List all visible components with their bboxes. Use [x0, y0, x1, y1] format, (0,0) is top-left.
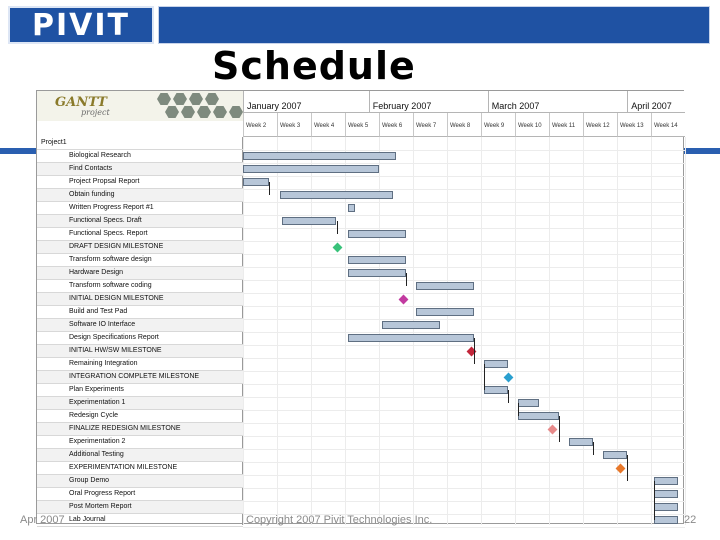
task-row[interactable]: INTEGRATION COMPLETE MILESTONE — [37, 371, 243, 384]
task-row[interactable]: Obtain funding — [37, 189, 243, 202]
gantt-logo-text: GANTT — [55, 95, 107, 110]
timeline-month: March 2007 — [488, 91, 627, 113]
task-row[interactable]: Post Mortem Report — [37, 501, 243, 514]
grid-vline — [447, 137, 448, 525]
top-bar — [0, 0, 720, 48]
task-bar[interactable] — [518, 412, 559, 420]
task-row[interactable]: Written Progress Report #1 — [37, 202, 243, 215]
task-bar[interactable] — [654, 477, 678, 485]
task-row[interactable]: Redesign Cycle — [37, 410, 243, 423]
task-row[interactable]: Lab Journal — [37, 514, 243, 527]
timeline-week: Week 14 — [651, 113, 685, 137]
grid-hline — [243, 384, 685, 385]
grid-hline — [243, 501, 685, 502]
timeline-month: February 2007 — [369, 91, 488, 113]
footer-date: Apr 2007 — [20, 514, 65, 526]
grid-vline — [413, 137, 414, 525]
task-bar[interactable] — [484, 386, 508, 394]
grid-vline — [515, 137, 516, 525]
hex-decoration — [181, 106, 195, 118]
footer-copyright: Copyright 2007 Pivit Technologies Inc. — [246, 514, 433, 526]
task-row[interactable]: Design Specifications Report — [37, 332, 243, 345]
task-row[interactable]: Functional Specs. Draft — [37, 215, 243, 228]
dependency-line — [593, 442, 594, 455]
dependency-line — [559, 416, 560, 442]
task-row[interactable]: Plan Experiments — [37, 384, 243, 397]
grid-vline — [583, 137, 584, 525]
timeline-week: Week 10 — [515, 113, 549, 137]
task-row[interactable]: INITIAL DESIGN MILESTONE — [37, 293, 243, 306]
gantt-logo-sub: project — [81, 108, 110, 117]
footer-page-number: 22 — [684, 514, 697, 526]
grid-hline — [243, 423, 685, 424]
grid-hline — [243, 306, 685, 307]
grid-vline — [685, 137, 686, 525]
task-bar[interactable] — [243, 178, 269, 186]
grid-vline — [549, 137, 550, 525]
grid-vline — [481, 137, 482, 525]
grid-vline — [277, 137, 278, 525]
grid-hline — [243, 475, 685, 476]
grid-hline — [243, 397, 685, 398]
task-row[interactable]: Project Propsal Report — [37, 176, 243, 189]
timeline-week: Week 9 — [481, 113, 515, 137]
task-row[interactable]: FINALIZE REDESIGN MILESTONE — [37, 423, 243, 436]
timeline-week: Week 2 — [243, 113, 277, 137]
page-title: Schedule — [212, 44, 416, 88]
task-bar[interactable] — [416, 282, 474, 290]
timeline-header — [243, 91, 685, 137]
dependency-line — [654, 481, 655, 494]
grid-hline — [243, 150, 685, 151]
timeline-week: Week 12 — [583, 113, 617, 137]
hex-decoration — [173, 93, 187, 105]
milestone-diamond[interactable] — [398, 295, 408, 305]
grid-vline — [243, 137, 244, 525]
dependency-line — [269, 182, 270, 195]
grid-hline — [243, 189, 685, 190]
hex-decoration — [197, 106, 211, 118]
gantt-chart-area — [243, 137, 685, 525]
grid-hline — [243, 449, 685, 450]
dependency-line — [627, 455, 628, 481]
grid-vline — [651, 137, 652, 525]
task-bar[interactable] — [654, 516, 678, 524]
grid-hline — [243, 241, 685, 242]
pivit-logo — [8, 6, 154, 44]
task-bar[interactable] — [416, 308, 474, 316]
grid-hline — [243, 254, 685, 255]
hex-decoration — [189, 93, 203, 105]
task-row[interactable]: Biological Research — [37, 150, 243, 163]
task-bar[interactable] — [348, 269, 406, 277]
dependency-line — [337, 221, 338, 234]
hex-decoration — [205, 93, 219, 105]
task-bar[interactable] — [484, 360, 508, 368]
task-row[interactable]: Build and Test Pad — [37, 306, 243, 319]
task-bar[interactable] — [348, 334, 474, 342]
task-bar[interactable] — [569, 438, 593, 446]
task-bar[interactable] — [348, 230, 406, 238]
timeline-week: Week 6 — [379, 113, 413, 137]
task-bar[interactable] — [518, 399, 538, 407]
grid-hline — [243, 358, 685, 359]
timeline-month: January 2007 — [243, 91, 369, 113]
milestone-diamond[interactable] — [332, 243, 342, 253]
grid-hline — [243, 332, 685, 333]
timeline-week: Week 7 — [413, 113, 447, 137]
task-row[interactable]: Oral Progress Report — [37, 488, 243, 501]
task-bar[interactable] — [348, 256, 406, 264]
grid-hline — [243, 371, 685, 372]
grid-hline — [243, 202, 685, 203]
task-row[interactable]: Experimentation 2 — [37, 436, 243, 449]
grid-hline — [243, 410, 685, 411]
dependency-line — [654, 494, 655, 507]
task-row[interactable]: Transform software design — [37, 254, 243, 267]
hex-decoration — [229, 106, 243, 118]
gantt-chart-window — [36, 90, 684, 524]
task-row[interactable]: Remaining Integration — [37, 358, 243, 371]
grid-hline — [243, 293, 685, 294]
task-row[interactable]: Hardware Design — [37, 267, 243, 280]
task-row[interactable]: Group Demo — [37, 475, 243, 488]
header-banner — [158, 6, 710, 44]
ganttproject-logo — [37, 91, 243, 121]
task-row[interactable]: Functional Specs. Report — [37, 228, 243, 241]
task-row[interactable]: Experimentation 1 — [37, 397, 243, 410]
task-list — [37, 137, 243, 525]
task-row[interactable]: DRAFT DESIGN MILESTONE — [37, 241, 243, 254]
timeline-week: Week 4 — [311, 113, 345, 137]
timeline-month: April 2007 — [627, 91, 685, 113]
task-bar[interactable] — [348, 204, 355, 212]
task-bar[interactable] — [243, 152, 396, 160]
task-row[interactable]: EXPERIMENTATION MILESTONE — [37, 462, 243, 475]
timeline-week: Week 3 — [277, 113, 311, 137]
grid-hline — [243, 319, 685, 320]
grid-hline — [243, 280, 685, 281]
timeline-week: Week 11 — [549, 113, 583, 137]
milestone-diamond[interactable] — [504, 373, 514, 383]
grid-hline — [243, 527, 685, 528]
task-bar[interactable] — [382, 321, 440, 329]
task-bar[interactable] — [654, 490, 678, 498]
hex-decoration — [213, 106, 227, 118]
task-bar[interactable] — [603, 451, 627, 459]
timeline-week: Week 13 — [617, 113, 651, 137]
dependency-line — [484, 364, 485, 390]
hex-decoration — [165, 106, 179, 118]
grid-hline — [243, 163, 685, 164]
project-row[interactable]: Project1 — [37, 137, 243, 150]
dependency-line — [518, 403, 519, 416]
dependency-line — [474, 338, 475, 364]
grid-hline — [243, 176, 685, 177]
timeline-week: Week 5 — [345, 113, 379, 137]
grid-hline — [243, 345, 685, 346]
dependency-line — [508, 390, 509, 403]
grid-hline — [243, 488, 685, 489]
timeline-week: Week 8 — [447, 113, 481, 137]
dependency-line — [406, 273, 407, 286]
grid-hline — [243, 267, 685, 268]
dependency-line — [654, 507, 655, 520]
grid-hline — [243, 228, 685, 229]
grid-hline — [243, 462, 685, 463]
task-bar[interactable] — [243, 165, 379, 173]
task-bar[interactable] — [654, 503, 678, 511]
task-bar[interactable] — [282, 217, 336, 225]
logo-text: PIVIT — [32, 7, 130, 43]
task-row[interactable]: Find Contacts — [37, 163, 243, 176]
hex-decoration — [157, 93, 171, 105]
task-row[interactable]: Software IO Interface — [37, 319, 243, 332]
task-row[interactable]: Transform software coding — [37, 280, 243, 293]
grid-hline — [243, 215, 685, 216]
grid-hline — [243, 436, 685, 437]
task-row[interactable]: INITIAL HW/SW MILESTONE — [37, 345, 243, 358]
task-row[interactable]: Additional Testing — [37, 449, 243, 462]
task-bar[interactable] — [280, 191, 392, 199]
